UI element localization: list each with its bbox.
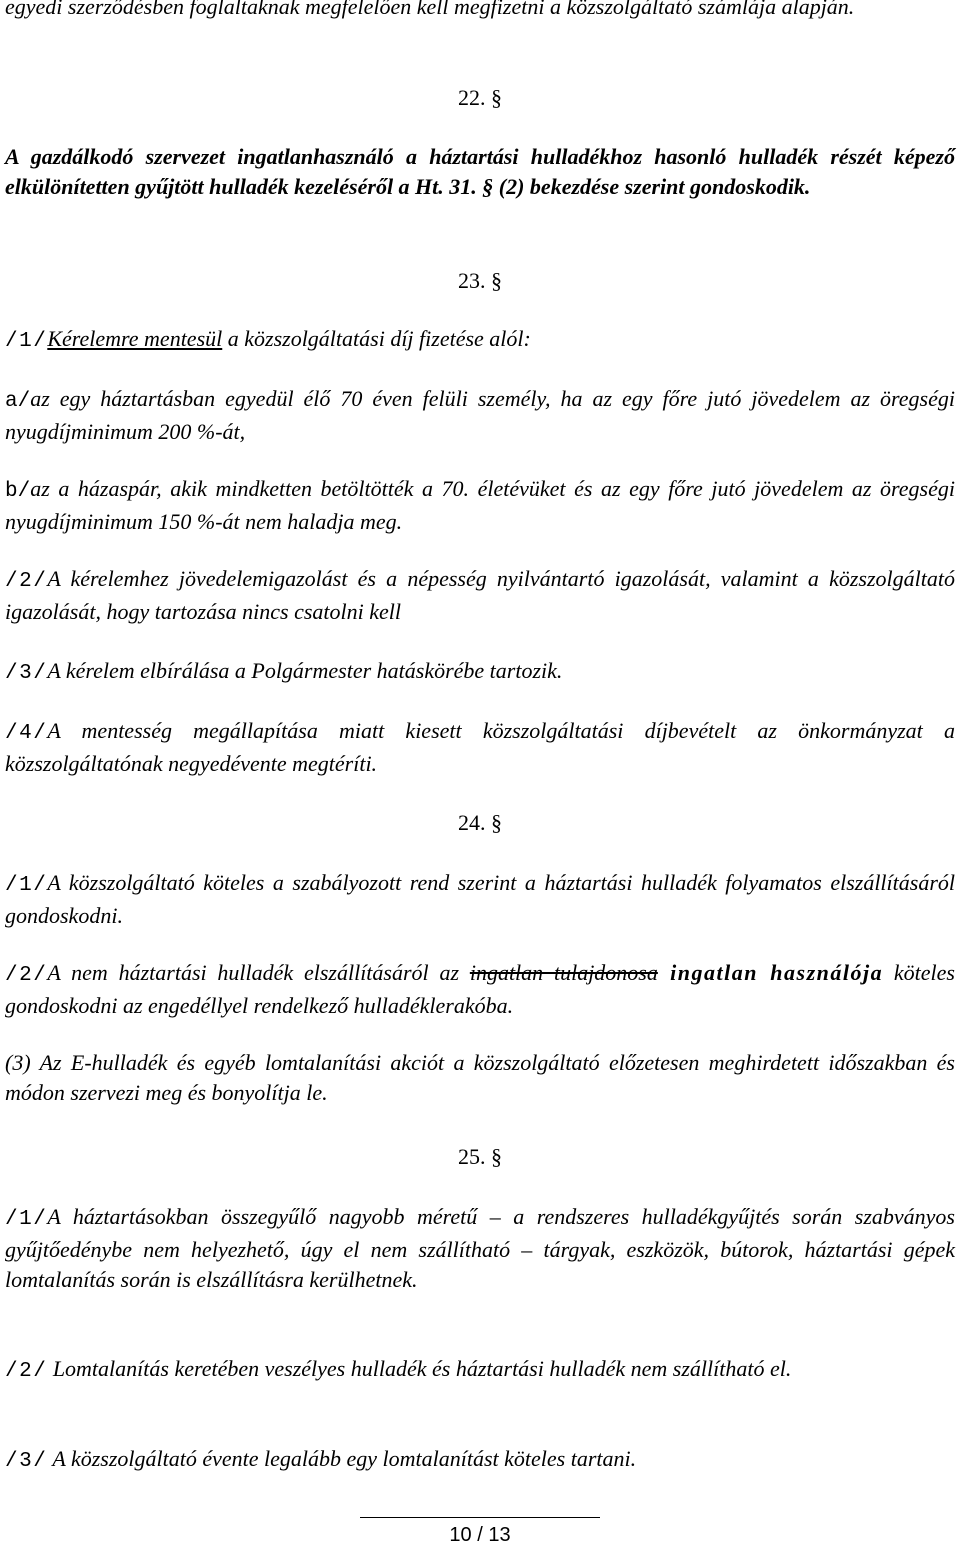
page-number: 10 / 13 <box>449 1524 511 1546</box>
section-23-item-a: a/az egy háztartásban egyedül élő 70 éven felüli személy, ha az egy főre jutó jövedelem az öregségi nyugdíjminimum 200 %-át, <box>5 386 955 444</box>
section-25-heading: 25. § <box>458 1144 502 1169</box>
section-24-heading: 24. § <box>458 810 502 835</box>
section-23-para-3: /3/A kérelem elbírálása a Polgármester hatáskörébe tartozik. <box>5 658 563 685</box>
section-23-para-4: /4/A mentesség megállapítása miatt kiesett közszolgáltatási díjbevételt az önkormányzat a közszolgáltatónak negyedévente megtéríti. <box>5 718 955 776</box>
section-23-para-2: /2/A kérelemhez jövedelemigazolást és a népesség nyilvántartó igazolását, valamint a közszolgáltató igazolását, hogy tartozása nincs csatolni kell <box>5 566 955 624</box>
section-22-text: A gazdálkodó szervezet ingatlanhasználó a háztartási hulladékhoz hasonló hulladék részét képező elkülönítetten gyűjtött hulladék kezeléséről a Ht. 31. § (2) bekezdése szerint gondoskodik. <box>5 144 955 199</box>
paragraph-21-tail: egyedi szerződésben foglaltaknak megfelelően kell megfizetni a közszolgáltató számlája alapján. <box>5 0 855 19</box>
section-23-para-1: /1/Kérelemre mentesül a közszolgáltatási díj fizetése alól: <box>5 326 531 353</box>
section-24-para-2: /2/A nem háztartási hulladék elszállításáról az ingatlan tulajdonosa ingatlan használója köteles gondoskodni az engedéllyel rendelkező hulladéklerakóba. <box>5 960 955 1018</box>
section-24-para-3: (3) Az E-hulladék és egyéb lomtalanítási akciót a közszolgáltató előzetesen meghirdetett időszakban és módon szervezi meg és bonyolítja le. <box>5 1050 955 1105</box>
section-23-item-b: b/az a házaspár, akik mindketten betöltötték a 70. életévüket és az egy főre jutó jövedelem az öregségi nyugdíjminimum 150 %-át nem haladja meg. <box>5 476 955 534</box>
footer-divider <box>360 1517 600 1518</box>
section-25-para-2: /2/ Lomtalanítás keretében veszélyes hulladék és háztartási hulladék nem szállítható el. <box>5 1356 792 1383</box>
section-23-heading: 23. § <box>458 268 502 293</box>
section-25-para-3: /3/ A közszolgáltató évente legalább egy lomtalanítást köteles tartani. <box>5 1446 637 1473</box>
section-22-heading: 22. § <box>458 85 502 110</box>
section-24-para-1: /1/A közszolgáltató köteles a szabályozott rend szerint a háztartási hulladék folyamatos elszállításáról gondoskodni. <box>5 870 955 928</box>
section-25-para-1: /1/A háztartásokban összegyűlő nagyobb méretű – a rendszeres hulladékgyűjtés során szabványos gyűjtőedénybe nem helyezhető, úgy el nem szállítható – tárgyak, eszközök, bútorok, háztartási gépek lomtalanítás során is elszállításra kerülhetnek. <box>5 1204 955 1292</box>
